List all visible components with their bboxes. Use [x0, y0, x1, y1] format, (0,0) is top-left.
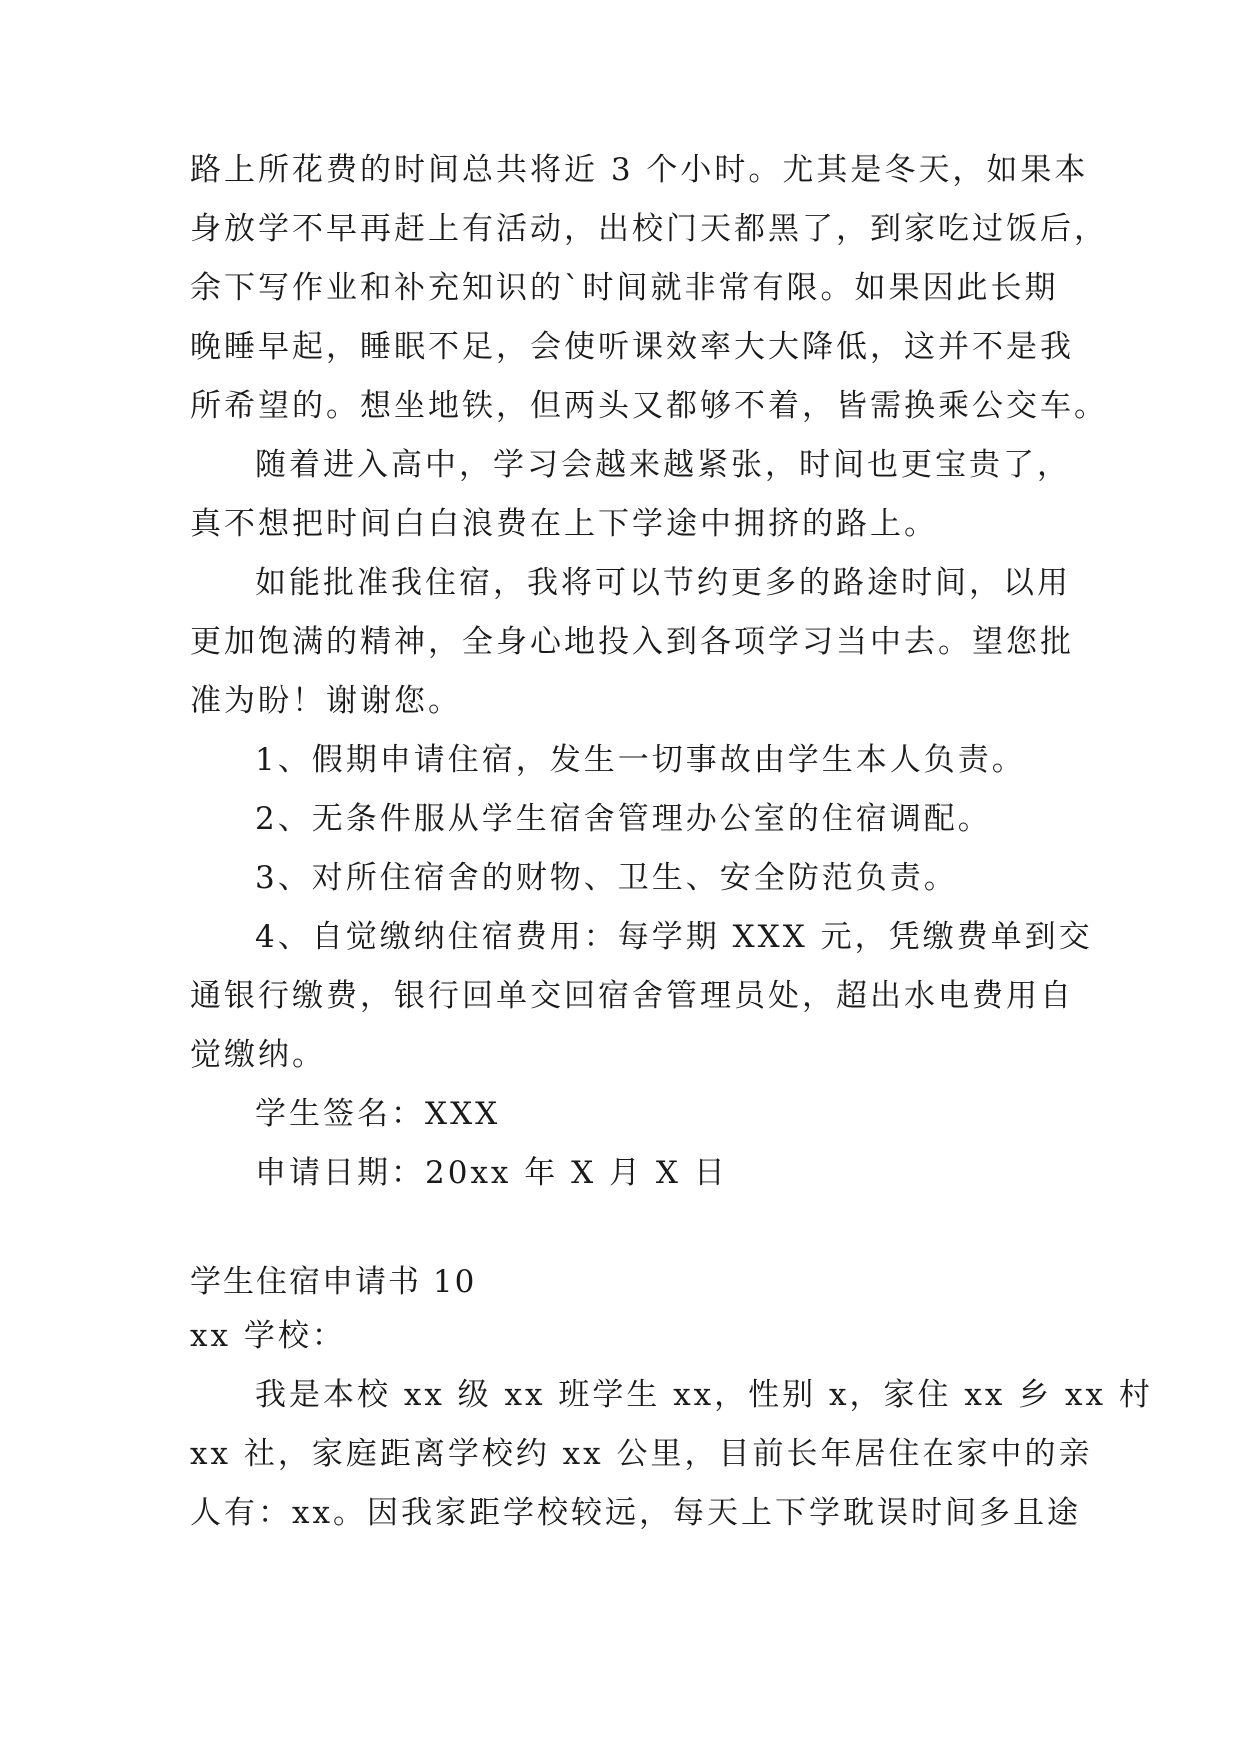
paragraph-line: 余下写作业和补充知识的`时间就非常有限。如果因此长期	[190, 270, 1059, 306]
paragraph-line: 随着进入高中，学习会越来越紧张，时间也更宝贵了，	[255, 447, 1071, 483]
paragraph-line: 晚睡早起，睡眠不足，会使听课效率大大降低，这并不是我	[190, 329, 1074, 365]
paragraph-line: xx 社，家庭距离学校约 xx 公里，目前长年居住在家中的亲	[190, 1436, 1093, 1472]
paragraph-line: 所希望的。想坐地铁，但两头又都够不着，皆需换乘公交车。	[190, 388, 1108, 424]
paragraph-line: 通银行缴费，银行回单交回宿舍管理员处，超出水电费用自	[190, 978, 1074, 1014]
paragraph-line: 觉缴纳。	[190, 1037, 326, 1073]
paragraph-line: 真不想把时间白白浪费在上下学途中拥挤的路上。	[190, 506, 938, 542]
salutation: xx 学校：	[190, 1318, 346, 1354]
list-item: 2、无条件服从学生宿舍管理办公室的住宿调配。	[255, 801, 992, 837]
list-item: 1、假期申请住宿，发生一切事故由学生本人负责。	[255, 742, 1026, 778]
paragraph-line: 人有：xx。因我家距学校较远，每天上下学耽误时间多且途	[190, 1495, 1081, 1531]
paragraph-line: 如能批准我住宿，我将可以节约更多的路途时间，以用	[255, 565, 1071, 601]
list-item: 4、自觉缴纳住宿费用：每学期 XXX 元，凭缴费单到交	[255, 919, 1093, 955]
list-item: 3、对所住宿舍的财物、卫生、安全防范负责。	[255, 860, 958, 896]
date-line: 申请日期：20xx 年 X 月 X 日	[255, 1155, 728, 1191]
paragraph-line: 更加饱满的精神，全身心地投入到各项学习当中去。望您批	[190, 624, 1074, 660]
paragraph-line: 准为盼！谢谢您。	[190, 683, 462, 719]
section-title: 学生住宿申请书 10	[190, 1264, 477, 1300]
signature-line: 学生签名：XXX	[255, 1096, 501, 1132]
paragraph-line: 我是本校 xx 级 xx 班学生 xx，性别 x，家住 xx 乡 xx 村	[255, 1377, 1153, 1413]
paragraph-line: 身放学不早再赶上有活动，出校门天都黑了，到家吃过饭后，	[190, 211, 1108, 247]
paragraph-line: 路上所花费的时间总共将近 3 个小时。尤其是冬天，如果本	[190, 152, 1089, 188]
